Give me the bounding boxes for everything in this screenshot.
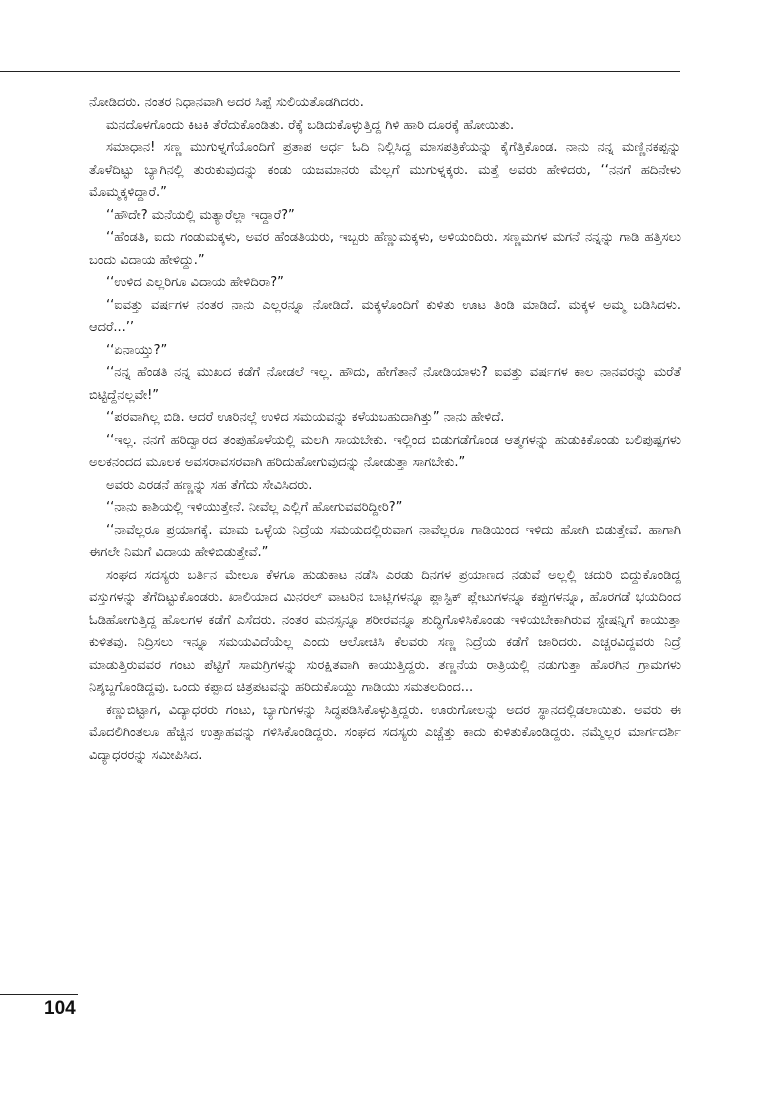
dialogue-line: ‘‘ಹೌದೇ? ಮನೆಯಲ್ಲಿ ಮತ್ಯಾರೆಲ್ಲಾ ಇದ್ದಾರೆ?” [106,207,295,223]
dialogue-line: ‘‘ಉಳಿದ ಎಲ್ಲರಿಗೂ ವಿದಾಯ ಹೇಳಿದಿರಾ?” [106,275,284,290]
dialogue-line: ‘‘ಪರವಾಗಿಲ್ಲ ಬಿಡಿ. ಆದರೆ ಊರಿನಲ್ಲೆ ಉಳಿದ ಸಮಯವನ್ನು ಕಳೆಯಬಹುದಾಗಿತ್ತು” ನಾನು ಹೇಳಿದೆ. [106,410,505,425]
paragraph: ನೋಡಿದರು. ನಂತರ ನಿಧಾನವಾಗಿ ಅದರ ಸಿಪ್ಪೆ ಸುಲಿಯತೊಡಗಿದರು. [89,95,364,110]
dialogue-line: ‘‘ನಾವೆಲ್ಲರೂ ಪ್ರಯಾಗಕ್ಕೆ. ಮಾಮ ಒಳ್ಳೆಯ ನಿದ್ರೆಯ ಸಮಯದಲ್ಲಿರುವಾಗ ನಾವೆಲ್ಲರೂ ಗಾಡಿಯಿಂದ ಇಳಿದು ಹೋಗಿ ಬಿಡುತ್ತೇವೆ. ಹಾಗಾಗಿ ಈಗಲೇ ನಿಮಗೆ ವಿದಾಯ ಹೇಳಿಬಿಡುತ್ತೇವೆ.” [89,522,681,560]
paragraph: ಅವರು ಎರಡನೆ ಹಣ್ಣನ್ನು ಸಹ ತೆಗೆದು ಸೇವಿಸಿದರು. [106,477,313,493]
paragraph: ಸಂಘದ ಸದಸ್ಯರು ಬರ್ತಿನ ಮೇಲೂ ಕೆಳಗೂ ಹುಡುಕಾಟ ನಡೆಸಿ ಎರಡು ದಿನಗಳ ಪ್ರಯಾಣದ ನಡುವೆ ಅಲ್ಲಲ್ಲಿ ಚದುರಿ ಬಿದ್ದುಕೊಂಡಿದ್ದ ವಸ್ತುಗಳನ್ನು ತೆಗೆದಿಟ್ಟುಕೊಂಡರು. ಖಾಲಿಯಾದ ಮಿನರಲ್ ವಾಟರಿನ ಬಾಟ್ಲಿಗಳನ್ನೂ ಪ್ಲಾಸ್ಟಿಕ್ ಪ್ಲೇಟುಗಳನ್ನೂ ಕಪ್ಪುಗಳನ್ನೂ, ಹೊರಗಡೆ ಭಯದಿಂದ ಓಡಿಹೋಗುತ್ತಿದ್ದ ಹೊಲಗಳ ಕಡೆಗೆ ಎಸೆದರು. ನಂತರ ಮನಸ್ಸನ್ನೂ ಶರೀರವನ್ನೂ ಶುದ್ಧಿಗೊಳಿಸಿಕೊಂಡು ಇಳಿಯಬೇಕಾಗಿರುವ ಸ್ಟೇಷನ್ನಿಗೆ ಕಾಯುತ್ತಾ ಕುಳಿತವು. ನಿದ್ರಿಸಲು ಇನ್ನೂ ಸಮಯವಿದೆಯೆಲ್ಲ ಎಂದು ಆಲೋಚಿಸಿ ಕೆಲವರು ಸಣ್ಣ ನಿದ್ರೆಯ ಕಡೆಗೆ ಜಾರಿದರು. ಎಚ್ಚರವಿದ್ದವರು ನಿದ್ರೆ ಮಾಡುತ್ತಿರುವವರ ಗಂಟು ಪೆಟ್ಟಿಗೆ ಸಾಮಗ್ರಿಗಳನ್ನು ಸುರಕ್ಷಿತವಾಗಿ ಕಾಯುತ್ತಿದ್ದರು. ತಣ್ಣನೆಯ ರಾತ್ರಿಯಲ್ಲಿ ನಡುಗುತ್ತಾ ಹೊರಗಿನ ಗ್ರಾಮಗಳು ನಿಶ್ಶಬ್ದಗೊಂಡಿದ್ದವು. ಒಂದು ಕಪ್ಪಾದ ಚಿತ್ರಪಟವನ್ನು ಹರಿದುಕೊಯ್ದು ಗಾಡಿಯು ಸಮತಲದಿಂದ... [89,567,681,695]
footer-rule [0,994,78,995]
header-rule [0,71,680,72]
page-number: 104 [44,998,76,1019]
paragraph: ಸಮಾಧಾನ! ಸಣ್ಣ ಮುಗುಳ್ನಗೆಯೊಂದಿಗೆ ಪ್ರತಾಪ ಅರ್ಧ ಓದಿ ನಿಲ್ಲಿಸಿದ್ದ ಮಾಸಪತ್ರಿಕೆಯನ್ನು ಕೈಗೆತ್ತಿಕೊಂಡ. ನಾನು ನನ್ನ ಮಣ್ಣಿನಕಪ್ಪನ್ನು ತೊಳೆದಿಟ್ಟು ಬ್ಯಾಗಿನಲ್ಲಿ ತುರುಕುವುದನ್ನು ಕಂಡು ಯಜಮಾನರು ಮೆಲ್ಲಗೆ ಮುಗುಳ್ನಕ್ಕರು. ಮತ್ತೆ ಅವರು ಹೇಳಿದರು, ‘‘ನನಗೆ ಹದಿನೇಳು ಮೊಮ್ಮಕ್ಕಳಿದ್ದಾರೆ.” [89,140,681,200]
dialogue-line: ‘‘ಹೆಂಡತಿ, ಐದು ಗಂಡುಮಕ್ಕಳು, ಅವರ ಹೆಂಡತಿಯರು, ಇಬ್ಬರು ಹೆಣ್ಣುಮಕ್ಕಳು, ಅಳಿಯಂದಿರು. ಸಣ್ಣಮಗಳ ಮಗನೆ ನನ್ನನ್ನು ಗಾಡಿ ಹತ್ತಿಸಲು ಬಂದು ವಿದಾಯ ಹೇಳಿದ್ದು.” [89,230,681,268]
dialogue-line: ‘‘ನನ್ನ ಹೆಂಡತಿ ನನ್ನ ಮುಖದ ಕಡೆಗೆ ನೋಡಲೆ ಇಲ್ಲ. ಹೌದು, ಹೇಗೆತಾನೆ ನೋಡಿಯಾಳು? ಐವತ್ತು ವರ್ಷಗಳ ಕಾಲ ನಾನವರನ್ನು ಮರೆತೆ ಬಿಟ್ಟಿದ್ದೆನಲ್ಲವೇ!” [89,365,681,403]
dialogue-line: ‘‘ಇಲ್ಲ. ನನಗೆ ಹರಿದ್ವಾರದ ತಂಪುಹೊಳೆಯಲ್ಲಿ ಮಲಗಿ ಸಾಯಬೇಕು. ಇಲ್ಲಿಂದ ಬಿಡುಗಡೆಗೊಂಡ ಆತ್ಮಗಳನ್ನು ಹುಡುಕಿಕೊಂಡು ಬಲಿಪುಷ್ಪಗಳು ಅಲಕನಂದದ ಮೂಲಕ ಅವಸರಾವಸರವಾಗಿ ಹರಿದುಹೋಗುವುದನ್ನು ನೋಡುತ್ತಾ ಸಾಗಬೇಕು.” [89,432,681,470]
paragraph: ಕಣ್ಣುಬಿಟ್ಟಾಗ, ವಿದ್ಯಾಧರರು ಗಂಟು, ಬ್ಯಾಗುಗಳನ್ನು ಸಿದ್ಧಪಡಿಸಿಕೊಳ್ಳುತ್ತಿದ್ದರು. ಊರುಗೋಲನ್ನು ಅದರ ಸ್ಥಾನದಲ್ಲಿಡಲಾಯಿತು. ಅವರು ಈ ಮೊದಲಿಗಿಂತಲೂ ಹೆಚ್ಚಿನ ಉತ್ಸಾಹವನ್ನು ಗಳಿಸಿಕೊಂಡಿದ್ದರು. ಸಂಘದ ಸದಸ್ಯರು ಎಚ್ಚೆತ್ತು ಕಾದು ಕುಳಿತುಕೊಂಡಿದ್ದರು. ನಮ್ಮೆಲ್ಲರ ಮಾರ್ಗದರ್ಶಿ ವಿದ್ಯಾಧರರನ್ನು ಸಮೀಪಿಸಿದ. [89,702,681,763]
dialogue-line: ‘‘ನಾನು ಕಾಶಿಯಲ್ಲಿ ಇಳಿಯುತ್ತೇನೆ. ನೀವೆಲ್ಲ ಎಲ್ಲಿಗೆ ಹೋಗುವವರಿದ್ದೀರಿ?” [106,500,403,515]
dialogue-line: ‘‘ಐವತ್ತು ವರ್ಷಗಳ ನಂತರ ನಾನು ಎಲ್ಲರನ್ನೂ ನೋಡಿದೆ. ಮಕ್ಕಳೊಂದಿಗೆ ಕುಳಿತು ಊಟ ತಿಂಡಿ ಮಾಡಿದೆ. ಮಕ್ಕಳ ಅಮ್ಮ ಬಡಿಸಿದಳು. ಆದರೆ...’’ [89,297,681,335]
dialogue-line: ‘‘ಏನಾಯ್ತು?” [106,342,168,358]
paragraph: ಮನದೊಳಗೊಂದು ಕಿಟಕಿ ತೆರೆದುಕೊಂಡಿತು. ರೆಕ್ಕೆ ಬಡಿದುಕೊಳ್ಳುತ್ತಿದ್ದ ಗಿಳಿ ಹಾರಿ ದೂರಕ್ಕೆ ಹೋಯಿತು. [106,117,515,133]
body-text [89,92,681,767]
